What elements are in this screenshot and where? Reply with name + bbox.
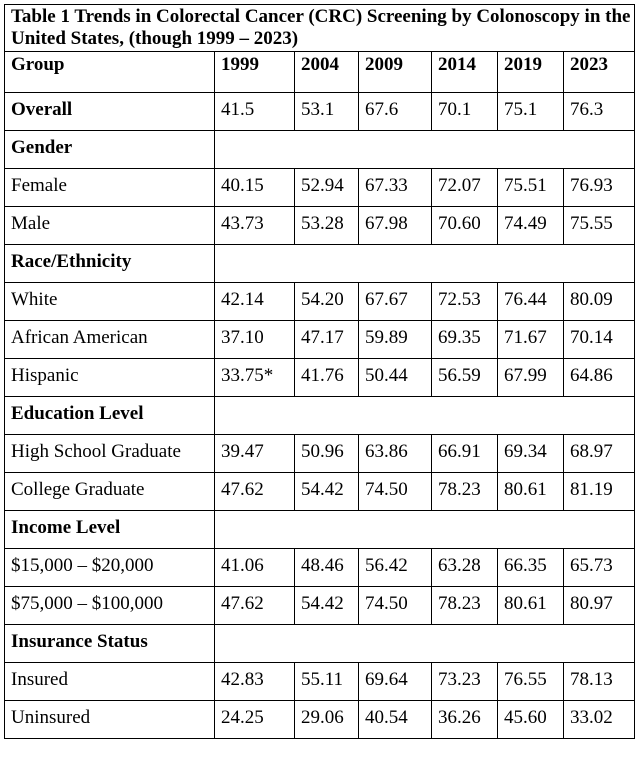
value-cell: 67.67 [359,283,432,321]
title-row [5,5,635,52]
value-cell: 41.06 [215,549,295,587]
value-cell: 67.33 [359,169,432,207]
value-cell: 56.59 [432,359,498,397]
value-cell: 47.17 [295,321,359,359]
value-cell: 76.44 [498,283,564,321]
header-cell: 2009 [359,52,432,93]
value-cell: 80.61 [498,587,564,625]
row-label: High School Graduate [5,435,215,473]
value-cell: 33.75* [215,359,295,397]
value-cell: 47.62 [215,587,295,625]
value-cell: 24.25 [215,701,295,739]
value-cell: 50.96 [295,435,359,473]
section-row [5,131,635,169]
header-cell: 2019 [498,52,564,93]
value-cell: 52.94 [295,169,359,207]
value-cell: 78.13 [564,663,635,701]
value-cell: 73.23 [432,663,498,701]
value-cell: 70.60 [432,207,498,245]
value-cell: 36.26 [432,701,498,739]
value-cell: 63.28 [432,549,498,587]
row-label: $75,000 – $100,000 [5,587,215,625]
header-cell: 2023 [564,52,635,93]
section-empty-cell [215,245,635,283]
table-row [5,359,635,397]
value-cell: 75.1 [498,93,564,131]
table-row [5,587,635,625]
value-cell: 78.23 [432,587,498,625]
value-cell: 45.60 [498,701,564,739]
table-row [5,169,635,207]
section-label: Gender [5,131,215,169]
value-cell: 54.42 [295,473,359,511]
table-row [5,473,635,511]
value-cell: 67.6 [359,93,432,131]
row-label: White [5,283,215,321]
table-body [5,5,635,739]
table-row [5,663,635,701]
section-label: Race/Ethnicity [5,245,215,283]
value-cell: 66.35 [498,549,564,587]
value-cell: 72.53 [432,283,498,321]
row-label: College Graduate [5,473,215,511]
value-cell: 68.97 [564,435,635,473]
value-cell: 53.1 [295,93,359,131]
value-cell: 54.20 [295,283,359,321]
value-cell: 74.50 [359,587,432,625]
value-cell: 42.83 [215,663,295,701]
value-cell: 64.86 [564,359,635,397]
value-cell: 81.19 [564,473,635,511]
row-label: African American [5,321,215,359]
header-cell: 1999 [215,52,295,93]
section-label: Insurance Status [5,625,215,663]
document [4,4,634,768]
row-label: Hispanic [5,359,215,397]
value-cell: 53.28 [295,207,359,245]
value-cell: 69.35 [432,321,498,359]
value-cell: 70.1 [432,93,498,131]
row-label: Male [5,207,215,245]
value-cell: 48.46 [295,549,359,587]
table-row [5,93,635,131]
value-cell: 54.42 [295,587,359,625]
value-cell: 41.76 [295,359,359,397]
value-cell: 29.06 [295,701,359,739]
value-cell: 47.62 [215,473,295,511]
value-cell: 41.5 [215,93,295,131]
value-cell: 33.02 [564,701,635,739]
table-row [5,701,635,739]
section-row [5,625,635,663]
value-cell: 59.89 [359,321,432,359]
value-cell: 80.09 [564,283,635,321]
value-cell: 75.55 [564,207,635,245]
value-cell: 74.49 [498,207,564,245]
table-row [5,549,635,587]
table-row [5,283,635,321]
row-label: Overall [5,93,215,131]
section-row [5,397,635,435]
value-cell: 69.34 [498,435,564,473]
value-cell: 74.50 [359,473,432,511]
value-cell: 39.47 [215,435,295,473]
table-row [5,321,635,359]
value-cell: 37.10 [215,321,295,359]
value-cell: 72.07 [432,169,498,207]
header-cell: Group [5,52,215,93]
value-cell: 78.23 [432,473,498,511]
value-cell: 76.55 [498,663,564,701]
row-label: Female [5,169,215,207]
value-cell: 43.73 [215,207,295,245]
value-cell: 63.86 [359,435,432,473]
row-label: $15,000 – $20,000 [5,549,215,587]
section-empty-cell [215,131,635,169]
table-row [5,207,635,245]
table-row [5,435,635,473]
header-row [5,52,635,93]
value-cell: 50.44 [359,359,432,397]
section-empty-cell [215,397,635,435]
value-cell: 76.93 [564,169,635,207]
section-empty-cell [215,625,635,663]
screening-table [4,4,635,739]
value-cell: 40.15 [215,169,295,207]
value-cell: 75.51 [498,169,564,207]
section-label: Income Level [5,511,215,549]
section-row [5,511,635,549]
value-cell: 55.11 [295,663,359,701]
value-cell: 40.54 [359,701,432,739]
header-cell: 2004 [295,52,359,93]
section-label: Education Level [5,397,215,435]
value-cell: 66.91 [432,435,498,473]
table-title: Table 1 Trends in Colorectal Cancer (CRC) Screening by Colonoscopy in the United States, (though 1999 – 2023) [5,5,635,52]
value-cell: 65.73 [564,549,635,587]
section-row [5,245,635,283]
value-cell: 69.64 [359,663,432,701]
value-cell: 67.99 [498,359,564,397]
value-cell: 70.14 [564,321,635,359]
value-cell: 42.14 [215,283,295,321]
section-empty-cell [215,511,635,549]
value-cell: 76.3 [564,93,635,131]
row-label: Insured [5,663,215,701]
value-cell: 67.98 [359,207,432,245]
value-cell: 56.42 [359,549,432,587]
value-cell: 71.67 [498,321,564,359]
row-label: Uninsured [5,701,215,739]
value-cell: 80.97 [564,587,635,625]
header-cell: 2014 [432,52,498,93]
value-cell: 80.61 [498,473,564,511]
